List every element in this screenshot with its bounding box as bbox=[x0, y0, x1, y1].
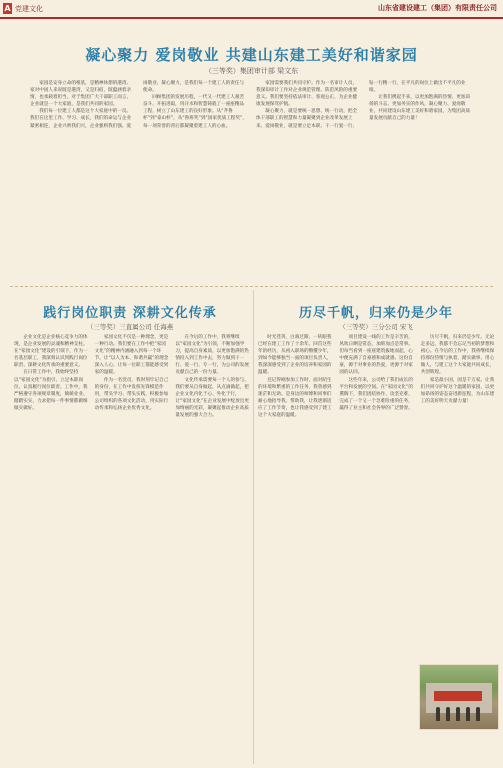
article1-byline: （三等奖）集团审计部 梁文东 bbox=[204, 67, 299, 75]
article3-paragraph: 还记得刚参加工作时，面对陌生的环境和繁重的工作任务，我曾感到迷茫和无助。是身边的师傅和同事们耐心地指导我、帮助我，让我逐渐适应了工作节奏，也让我感受到了建工这个大家庭的温暖。 bbox=[258, 377, 332, 419]
page-header bbox=[0, 0, 503, 20]
article2-byline: （三等奖）三直属公司 任海燕 bbox=[86, 323, 174, 331]
article1-paragraph: 家园需要我们共同守护。作为一名审计人员，我深知审计工作对企业规范管理、防范风险的重要意义。我们要坚持依法审计、客观公正，为企业健康发展保驾护航。 bbox=[256, 81, 358, 108]
article2-paragraph: 文化传承需要每一个人的参与。我们要从自身做起，从点滴做起，把企业文化内化于心、外化于行，让“家园文化”在企业发展中绽放出更加绚丽的光彩，凝聚起推动企业高质量发展的强大合力。 bbox=[175, 377, 249, 419]
article3-paragraph: 项目建设一线的工作是辛苦的，风吹日晒是常态，加班加点是常事。但每当看到一座座建筑拔地而起，心中便充满了自豪感和成就感。这份自豪，源于对事业的热爱，更源于对家园的认同。 bbox=[339, 335, 413, 376]
article1-paragraph: 凝心聚力，就是要统一思想、统一行动，把全体干部职工的智慧和力量凝聚到企业改革发展上来。爱岗敬业，就是要立足本职、干一行爱一行、钻一行精一行，在平凡的岗位上做出不平凡的业绩。 bbox=[256, 81, 466, 129]
article3-photo bbox=[419, 664, 499, 730]
photo-person bbox=[466, 707, 470, 721]
section-badge: A bbox=[4, 4, 11, 13]
column-separator bbox=[253, 290, 254, 764]
article3-paragraph: 时光荏苒，白驹过隙，一转眼我已经在建工工作了十余年。回首这些年的经历，从初入职场的懵懂少年，到如今能够独当一面的项目负责人，我深深感受到了企业的培养和家园的温暖。 bbox=[258, 335, 332, 376]
article1-paragraph: 回顾集团的发展历程，一代又一代建工人艰苦奋斗、开拓进取，用汗水和智慧铸就了一座座精品工程，树立了山东建工的良好形象。从“齐鲁杯”到“泰山杯”，从“鲁班奖”到“国家优质工程奖”，每一项荣誉的背后都凝聚着建工人的心血。 bbox=[143, 95, 247, 129]
article2-title: 践行岗位职责 深耕文化传承 bbox=[43, 306, 217, 321]
article1-paragraph: 让我们携起手来，以更加饱满的热情、更加昂扬的斗志、更加务实的作风，凝心聚力、爱岗敬业，共同建设山东建工美好和谐家园，为集团高质量发展贡献自己的力量！ bbox=[369, 95, 471, 122]
photo-person bbox=[446, 707, 450, 721]
article2-paragraph: 企业文化是企业核心竞争力的体现，是企业发展的灵魂和精神支柱。在“家园文化”建设的引领下，作为一名基层职工，我深刻认识到践行岗位职责、深耕文化传承的重要意义。 bbox=[14, 335, 88, 369]
photo-red-banner bbox=[434, 691, 482, 701]
article2-paragraph: 家园文化不仅是一种理念，更是一种行动。我们要在工作中把“家园文化”的精神内涵融入到每一个环节，让“以人为本、和谐共赢”的理念深入人心，让每一位职工都能感受到家的温暖。 bbox=[94, 335, 169, 376]
article2-body bbox=[14, 334, 250, 760]
article3-paragraph: 家是最小国，国是千万家。让我们共同守护好这个温暖的家园，以更加昂扬的姿态奋进新征程，为山东建工的美好明天贡献力量！ bbox=[420, 377, 495, 404]
article3-byline: （三等奖）三分公司 宋飞 bbox=[339, 323, 413, 331]
article2-paragraph: 在日常工作中，我始终坚持以“家园文化”为指引，立足本职岗位，认真履行岗位职责。工作中，我严格遵守各项规章制度，兢兢业业、踏踏实实，力求把每一件事情都做细做实做好。 bbox=[14, 370, 88, 411]
article1-body bbox=[30, 80, 473, 276]
article1-paragraph: 家园是安身立命的根基，是精神休憩的港湾。家对中国人来说既是港湾，又是归宿，既蕴涵着亲情，也承载着担当。对于集团广大干部职工而言，企业就是一个大家庭，是我们共同的家园。 bbox=[30, 81, 132, 108]
article3-title: 历尽千帆，归来仍是少年 bbox=[298, 306, 453, 321]
photo-person bbox=[476, 707, 480, 721]
article2-paragraph: 在今后的工作中，我将继续以“家园文化”为引领，不断加强学习，提高自身素质，以更加饱满的热情投入到工作中去，努力做到干一行、爱一行、专一行，为公司的发展贡献自己的一份力量。 bbox=[175, 335, 249, 376]
section-divider bbox=[10, 286, 493, 287]
article3-paragraph: 历尽千帆，归来仍是少年。无论走多远，我都不会忘记当初的梦想和初心。在今后的工作中，我将继续保持那份热情与执着，踏实做事、用心做人，与建工这个大家庭共同成长，共创辉煌。 bbox=[420, 335, 495, 376]
article1-title: 凝心聚力 爱岗敬业 共建山东建工美好和谐家园 bbox=[85, 46, 418, 64]
header-rule bbox=[0, 17, 503, 19]
article2-paragraph: 作为一名党员，我时刻牢记自己的身份，在工作中发挥先锋模范作用，带头学习、带头实践，积极参加公司组织的各项文化活动，用实际行动传承和弘扬企业优秀文化。 bbox=[94, 377, 169, 411]
section-label: 党建文化 bbox=[15, 5, 43, 13]
article3-paragraph: 这些年来，公司给了我们成长的平台和发展的空间。在“家园文化”的熏陶下，我们团结协作、攻坚克难，完成了一个又一个急难险重的任务，赢得了业主和社会各界的广泛赞誉。 bbox=[339, 377, 413, 411]
photo-person bbox=[456, 707, 460, 721]
newspaper-name: 山东省建设建工（集团）有限责任公司 bbox=[378, 4, 497, 12]
article1-paragraph: 我们每一位建工人都是这个大家庭中的一员。我们在这里工作、学习、成长，我们的命运与企业紧密相连，企业兴则我们兴，企业强则我们强。爱岗敬业、凝心聚力，是我们每一个建工人的责任与使命。 bbox=[30, 81, 245, 129]
photo-person bbox=[436, 707, 440, 721]
